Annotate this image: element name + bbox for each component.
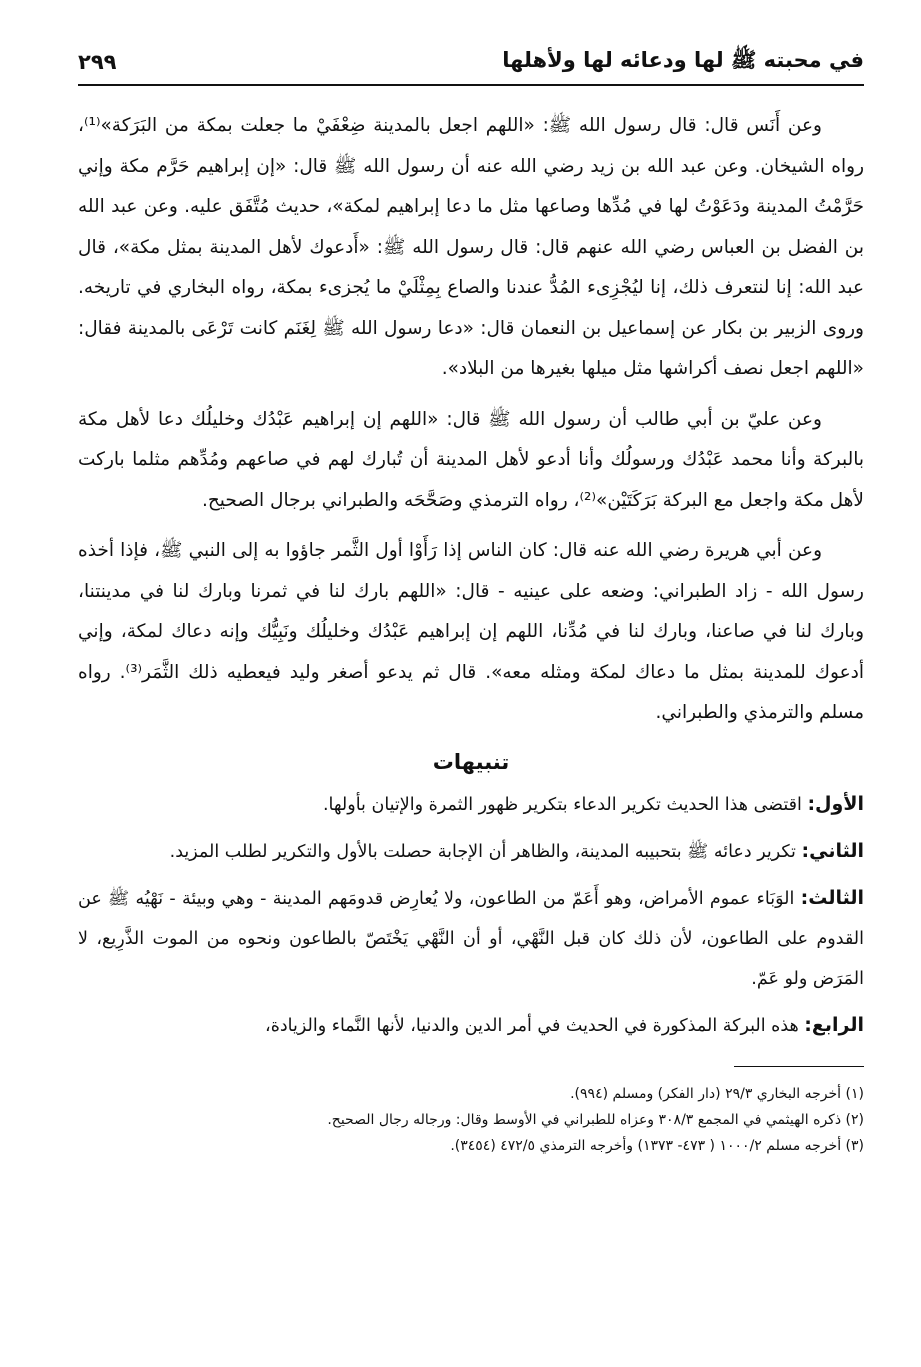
note-text: تكرير دعائه ﷺ بتحبيبه المدينة، والظاهر أن الإجابة حصلت بالأول والتكرير لطلب المزيد. xyxy=(169,841,802,862)
section-heading: تنبيهات xyxy=(432,749,510,774)
note-text: الوَبَاء عموم الأمراض، وهو أَعَمّ من الطاعون، ولا يُعارِض قدومَهم المدينة - وهي وبيئة - نَهْيُه ﷺ عن القدوم على الطاعون، لأن ذلك كان قبل النَّهْي، أو أن النَّهْي يَخْتَصّ بالطاعون ونحوه من الموت الذَّرِيع، لا المَرَض ولو عَمّ. xyxy=(78,888,864,989)
chapter-title: في محبته ﷺ لها ودعائه لها ولأهلها xyxy=(502,47,864,72)
page-number: ٢٩٩ xyxy=(78,50,117,74)
note-label: الأول: xyxy=(807,792,864,815)
note-fourth xyxy=(78,1005,864,1046)
note-text: اقتضى هذا الحديث تكرير الدعاء بتكرير ظهور الثمرة والإتيان بأولها. xyxy=(322,794,808,815)
running-header xyxy=(78,40,864,86)
footnote-divider xyxy=(734,1066,864,1067)
footnote-2: (٢) ذكره الهيثمي في المجمع ٣٠٨/٣ وعزاه للطبراني في الأوسط وقال: ورجاله رجال الصحيح. xyxy=(327,1111,864,1128)
paragraph-ali-hadith: وعن عليّ بن أبي طالب أن رسول الله ﷺ قال: «اللهم إن إبراهيم عَبْدُك وخليلُك دعا لأهل مكة بالبركة وأنا محمد عَبْدُك ورسولُك وأنا أدعو لأهل المدينة أن تُبارك لهم في صاعهم ومُدِّهم مثلما باركت لأهل مكة واجعل مع البركة بَرَكَتَيْن»⁽²⁾، رواه الترمذي وصَحَّحَه والطبراني برجال الصحيح. xyxy=(78,408,864,511)
footnote-1: (١) أخرجه البخاري ٢٩/٣ (دار الفكر) ومسلم (٩٩٤). xyxy=(570,1085,864,1102)
book-page xyxy=(78,40,864,1340)
note-label: الرابع: xyxy=(804,1013,864,1036)
note-second xyxy=(78,831,864,872)
note-text: هذه البركة المذكورة في الحديث في أمر الدين والدنيا، لأنها النَّماء والزيادة، xyxy=(265,1015,805,1036)
note-third xyxy=(78,878,864,999)
note-label: الثالث: xyxy=(800,886,864,909)
note-first xyxy=(78,784,864,825)
paragraph-anas-hadith: وعن أَنَس قال: قال رسول الله ﷺ: «اللهم اجعل بالمدينة ضِعْفَيْ ما جعلت بمكة من البَرَكة»⁽¹⁾، رواه الشيخان. وعن عبد الله بن زيد رضي الله عنه أن رسول الله ﷺ قال: «إن إبراهيم حَرَّم مكة وإني حَرَّمْتُ المدينة ودَعَوْتُ لها في مُدِّها وصاعها مثل ما دعا إبراهيم لمكة»، حديث مُتَّفَق عليه. وعن عبد الله بن الفضل بن العباس رضي الله عنهم قال: قال رسول الله ﷺ: «أَدعوك لأهل المدينة بمثل مكة»، قال عبد الله: إنا لنتعرف ذلك، إنا ليُجْزِىء المُدُّ عندنا والصاع بِمِثْلَيْ ما يُجزىء بمكة، رواه البخاري في تاريخه. وروى الزبير بن بكار عن إسماعيل بن النعمان قال: «دعا رسول الله ﷺ لِغَنَم كانت تَرْعَى بالمدينة فقال: «اللهم اجعل نصف أكراشها مثل ميلها بغيرها من البلاد». xyxy=(78,115,864,379)
paragraph-abu-hurayra-hadith: وعن أبي هريرة رضي الله عنه قال: كان الناس إذا رَأَوْا أول الثَّمر جاؤوا به إلى النبي ﷺ، فإذا أخذه رسول الله - زاد الطبراني: وضعه على عينيه - قال: «اللهم بارك لنا في ثمرنا وبارك لنا في مدينتنا، وبارك لنا في صاعنا، وبارك لنا في مُدِّنا، اللهم إن إبراهيم عَبْدُك وخليلُك ونَبِيُّك وإنه دعاك لمكة، وإني أدعوك للمدينة بمثل ما دعاك لمكة ومثله معه». قال ثم يدعو أصغر وليد فيعطيه ذلك الثَّمَر⁽³⁾. رواه مسلم والترمذي والطبراني. xyxy=(78,540,864,723)
page-body xyxy=(78,106,864,1159)
footnote-3: (٣) أخرجه مسلم ١٠٠٠/٢ ( ٤٧٣- ١٣٧٣) وأخرجه الترمذي ٤٧٢/٥ (٣٤٥٤). xyxy=(450,1137,864,1154)
note-label: الثاني: xyxy=(801,839,864,862)
